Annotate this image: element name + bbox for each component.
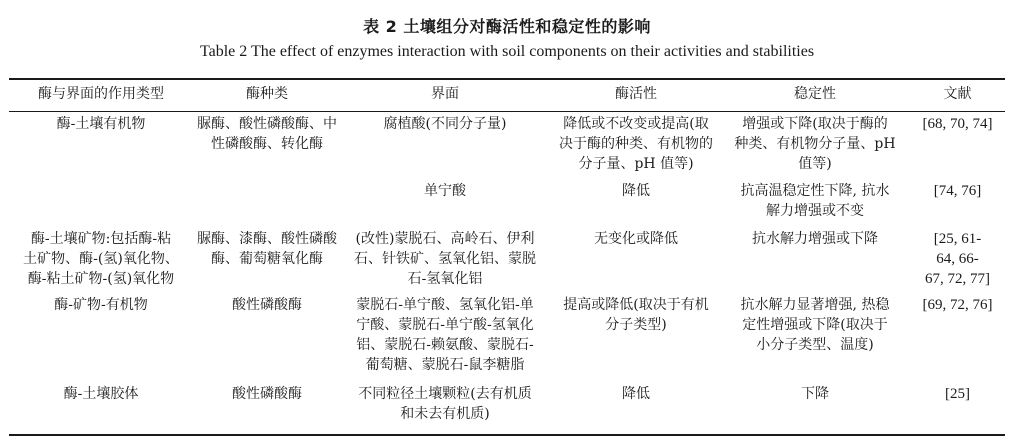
- row1-reference: [68, 70, 74]: [922, 116, 993, 132]
- table-header-rule: [9, 111, 1005, 112]
- header-interaction-type: 酶与界面的作用类型: [38, 86, 164, 102]
- header-reference: 文献: [943, 86, 972, 102]
- row5-reference: [25]: [945, 386, 970, 402]
- row5-enzyme: 酸性磷酸酶: [232, 386, 302, 402]
- row3-interaction-type: 酶-土壤矿物:包括酶-粘 土矿物、酶-(氢)氧化物、 酶-粘土矿物-(氢)氧化物: [23, 231, 179, 287]
- row2-reference: [74, 76]: [933, 183, 982, 199]
- row5-interface: 不同粒径土壤颗粒(去有机质 和未去有机质): [358, 386, 532, 422]
- row1-interface: 腐植酸(不同分子量): [383, 116, 507, 132]
- table-title-english: Table 2 The effect of enzymes interaction with soil components on their activities and stabilities: [199, 43, 815, 60]
- row4-stability: 抗水解力显著增强, 热稳 定性增强或下降(取决于 小分子类型、温度): [740, 297, 890, 353]
- row5-stability: 下降: [801, 386, 829, 402]
- header-stability: 稳定性: [794, 86, 836, 102]
- row4-activity: 提高或降低(取决于有机 分子类型): [563, 297, 709, 333]
- row2-interface: 单宁酸: [424, 183, 466, 199]
- row3-interface: (改性)蒙脱石、高岭石、伊利 石、针铁矿、氢氧化铝、蒙脱 石-氢氧化铝: [354, 231, 536, 287]
- row3-stability: 抗水解力增强或下降: [752, 231, 878, 247]
- table-top-rule: [9, 78, 1005, 80]
- row2-stability: 抗高温稳定性下降, 抗水 解力增强或不变: [740, 183, 890, 219]
- table-bottom-rule: [9, 434, 1005, 436]
- row1-stability: 增强或下降(取决于酶的 种类、有机物分子量、pH 值等): [734, 116, 896, 172]
- row5-interaction-type: 酶-土壤胶体: [63, 386, 139, 402]
- row5-activity: 降低: [622, 386, 650, 402]
- row1-interaction-type: 酶-土壤有机物: [56, 116, 146, 132]
- row4-reference: [69, 72, 76]: [922, 297, 993, 313]
- row1-activity: 降低或不改变或提高(取 决于酶的种类、有机物的 分子量、pH 值等): [559, 116, 713, 172]
- row3-activity: 无变化或降低: [594, 231, 678, 247]
- row4-interaction-type: 酶-矿物-有机物: [54, 297, 148, 313]
- header-interface: 界面: [431, 86, 459, 102]
- header-enzyme-activity: 酶活性: [615, 86, 657, 102]
- row3-reference: [25, 61- 64, 66- 67, 72, 77]: [925, 231, 990, 287]
- row1-enzyme: 脲酶、酸性磷酸酶、中 性磷酸酶、转化酶: [197, 116, 337, 152]
- header-enzyme-type: 酶种类: [246, 86, 288, 102]
- row3-enzyme: 脲酶、漆酶、酸性磷酸 酶、葡萄糖氧化酶: [197, 231, 337, 267]
- row4-interface: 蒙脱石-单宁酸、氢氧化铝-单 宁酸、蒙脱石-单宁酸-氢氧化 铝、蒙脱石-赖氨酸、蒙脱石- 葡萄糖、蒙脱石-鼠李糖脂: [356, 297, 534, 373]
- table-title-chinese: 表 2 土壤组分对酶活性和稳定性的影响: [363, 17, 651, 36]
- row4-enzyme: 酸性磷酸酶: [232, 297, 302, 313]
- row2-activity: 降低: [622, 183, 650, 199]
